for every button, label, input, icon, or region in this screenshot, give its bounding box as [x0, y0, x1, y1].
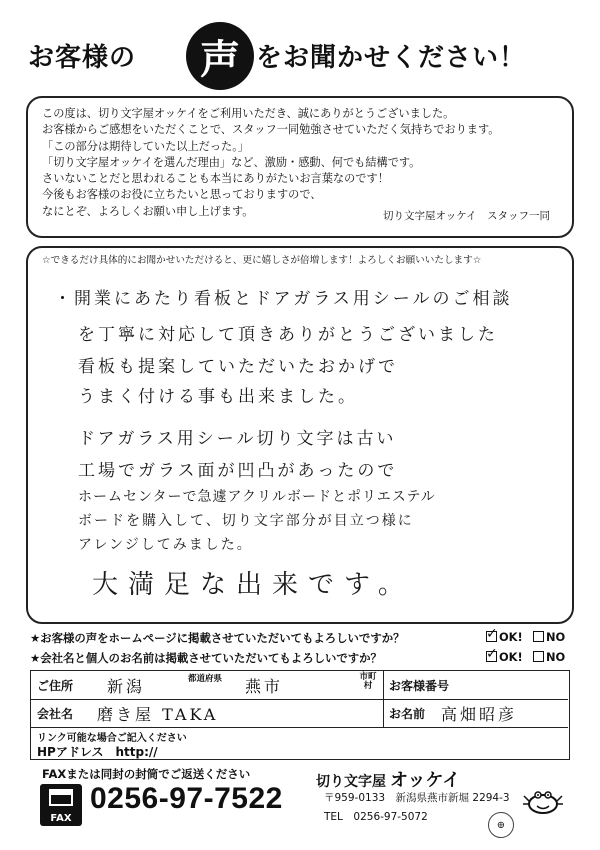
postal-address: 〒959-0133 新潟県燕市新堀 2294-3: [324, 792, 510, 804]
intro-line: 「この部分は期待していた以上だった。」: [42, 139, 249, 153]
handwritten-line: 看板も提案していただいたおかげで: [78, 357, 398, 377]
company-brand: オッケイ: [390, 770, 461, 791]
handwritten-line: ドアガラス用シール切り文字は古い: [78, 429, 397, 449]
fax-icon-label: FAX: [50, 813, 72, 824]
fax-machine-shape: [49, 789, 73, 806]
telephone: TEL 0256-97-5072: [324, 811, 428, 823]
handwritten-line: ボードを購入して、切り文字部分が目立つ様に: [78, 513, 414, 529]
city-value[interactable]: 燕市: [245, 677, 284, 696]
fax-number: 0256-97-7522: [90, 782, 283, 815]
seal-stamp: ⊕: [488, 812, 514, 838]
intro-line: なにとぞ、よろしくお願い申し上げます。: [42, 204, 254, 218]
divider: [31, 699, 568, 700]
name-label: お名前: [389, 707, 426, 721]
prefecture-value[interactable]: 新潟: [107, 677, 146, 696]
permission-no-option[interactable]: NO: [533, 630, 565, 644]
company-name: [316, 766, 460, 792]
intro-line: さいないことだと思われることも本当にありがたいお言葉なのです！: [42, 172, 389, 186]
intro-line: この度は、切り文字屋オッケイをご利用いただき、誠にありがとうございました。: [42, 107, 455, 120]
crab-mascot-icon: [522, 786, 564, 816]
comment-box[interactable]: [26, 246, 574, 624]
permission-question: ★お客様の声をホームページに掲載させていただいてもよろしいですか？: [30, 631, 405, 645]
handwritten-line: アレンジしてみました。: [78, 537, 253, 553]
prefecture-suffix: 都道府県: [187, 674, 222, 684]
name-value[interactable]: 高畑昭彦: [441, 705, 518, 724]
page-header: [0, 22, 600, 92]
voice-circle: 声: [186, 22, 254, 90]
checkbox-no[interactable]: [533, 631, 544, 642]
handwritten-line: 工場でガラス面が凹凸があったので: [78, 461, 398, 481]
permission-no-option[interactable]: NO: [533, 650, 565, 664]
title-right: をお聞かせください！: [256, 43, 527, 73]
company-prefix: 切り文字屋: [316, 774, 386, 790]
city-suffix: 市町村: [359, 672, 377, 691]
handwritten-line: 大満足な出来です。: [92, 570, 414, 600]
intro-box: [26, 96, 574, 238]
comment-prompt: ☆できるだけ具体的にお聞かせいただけると、更に嬉しさが倍増します！よろしくお願いいたします☆: [42, 255, 482, 266]
permission-question: ★会社名と個人のお名前は掲載させていただいてもよろしいですか？: [30, 651, 382, 665]
customer-number-label: お客様番号: [389, 679, 450, 693]
permission-ok-option[interactable]: ✓ OK!: [486, 630, 523, 644]
divider: [31, 727, 568, 728]
link-note: リンク可能な場合ご記入ください: [37, 733, 187, 744]
handwritten-line: を丁寧に対応して頂きありがとうございました: [78, 325, 498, 345]
hp-address-field[interactable]: HPアドレス http://: [37, 745, 158, 759]
fax-return-note: FAXまたは同封の封筒でご返送ください: [42, 767, 251, 781]
handwritten-line: ・開業にあたり看板とドアガラス用シールのご相談: [54, 289, 513, 309]
handwritten-line: うまく付ける事も出来ました。: [78, 387, 358, 407]
divider: [383, 671, 384, 727]
fax-icon: [40, 784, 82, 826]
intro-signature: 切り文字屋オッケイ スタッフ一同: [383, 209, 550, 222]
customer-info-form: [30, 670, 570, 760]
checkbox-no[interactable]: [533, 651, 544, 662]
company-value[interactable]: 磨き屋 TAKA: [97, 705, 219, 724]
address-label: ご住所: [37, 679, 74, 693]
intro-line: お客様からご感想をいただくことで、スタッフ一同勉強させていただく気持ちでおります。: [42, 123, 500, 137]
title-left: お客様の: [28, 43, 137, 73]
permission-ok-option[interactable]: ✓ OK!: [486, 650, 523, 664]
checkbox-ok[interactable]: [486, 631, 497, 642]
intro-line: 今後もお客様のお役に立ちたいと思っておりますので、: [42, 188, 322, 202]
intro-line: 「切り文字屋オッケイを選んだ理由」など、激励・感動、何でも結構です。: [42, 155, 421, 169]
company-label: 会社名: [37, 707, 74, 721]
checkbox-ok[interactable]: [486, 651, 497, 662]
handwritten-line: ホームセンターで急遽アクリルボードとポリエステル: [78, 489, 436, 505]
